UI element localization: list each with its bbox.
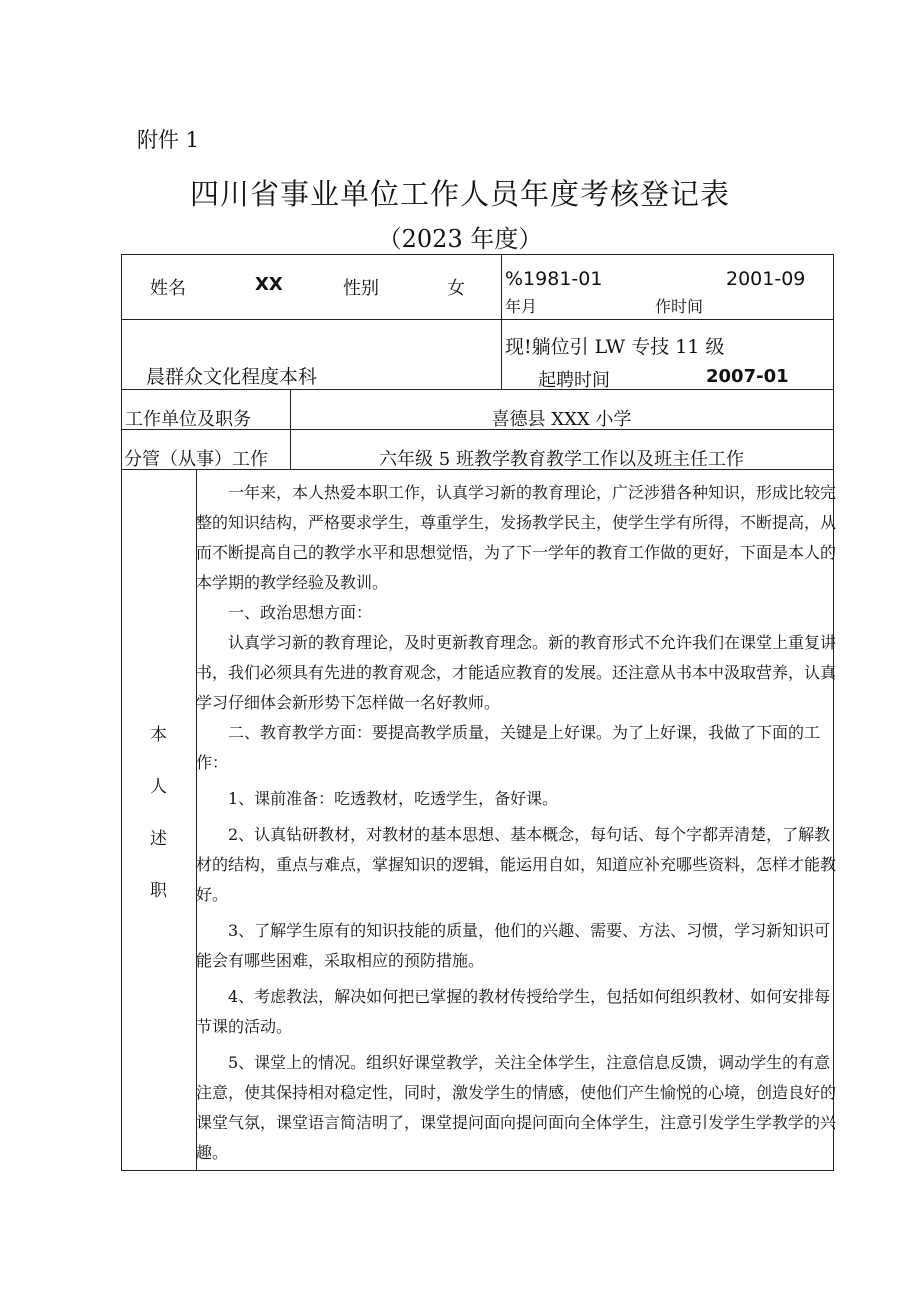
name-value: XX [255, 274, 283, 295]
duty-label: 分管（从事）工作 [124, 449, 268, 470]
gender-value: 女 [447, 278, 465, 299]
gender-label: 性别 [343, 278, 379, 299]
table-border-bottom [121, 1170, 834, 1171]
side-label-char: 人 [150, 777, 167, 797]
side-label-char: 述 [150, 829, 167, 849]
attachment-label: 附件 1 [137, 128, 200, 152]
duty-value: 六年级 5 班教学教育教学工作以及班主任工作 [379, 449, 744, 470]
hire-label: 起聘时间 [538, 370, 610, 391]
form-title: 四川省事业单位工作人员年度考核登记表 [189, 177, 730, 211]
birth-value: %1981-01 [505, 268, 603, 290]
statement-paragraph: 一年来，本人热爱本职工作，认真学习新的教育理论，广泛涉猎各种知识，形成比较完整的知识结构，严格要求学生，尊重学生，发扬教学民主，使学生学有所得，不断提高，从而不断提高自己的教学水平和思想觉悟，为了下一学年的教育工作做的更好，下面是本人的本学期的教学经验及教训。 [196, 483, 837, 592]
side-label-char: 本 [150, 725, 167, 745]
name-label: 姓名 [150, 278, 186, 299]
statement-paragraph: 认真学习新的教育理论，及时更新教育理念。新的教育形式不允许我们在课堂上重复讲书，我们必须具有先进的教育观念，才能适应教育的发展。还注意从书本中汲取营养，认真学习仔细体会新形势下怎样做一名好教师。 [196, 633, 837, 712]
row-divider [121, 389, 834, 390]
statement-paragraph: 一、政治思想方面： [228, 603, 373, 622]
unit-label: 工作单位及职务 [125, 409, 251, 430]
hire-value: 2007-01 [706, 366, 789, 387]
statement-paragraph: 5、课堂上的情况。组织好课堂教学，关注全体学生，注意信息反馈，调动学生的有意注意，使其保持相对稳定性，同时，激发学生的情感，使他们产生愉悦的心境，创造良好的课堂气氛，课堂语言简洁明了，课堂提问面向提问面向全体学生，注意引发学生学教学的兴趣。 [196, 1053, 837, 1162]
statement-paragraph: 1、课前准备：吃透教材，吃透学生，备好课。 [228, 789, 559, 808]
work-start-label: 作时间 [655, 297, 704, 316]
statement-paragraph: 2、认真钻研教材，对教材的基本思想、基本概念，每句话、每个字都弄清楚，了解教材的结构，重点与难点，掌握知识的逻辑，能运用自如，知道应补充哪些资料，怎样才能教好。 [196, 825, 837, 904]
table-border-left [121, 254, 122, 1171]
row-divider [121, 319, 834, 320]
position-text: 现!躺位引 LW 专技 11 级 [505, 336, 725, 358]
work-start-value: 2001-09 [726, 268, 806, 290]
table-border-top [121, 254, 834, 255]
statement-paragraph: 3、了解学生原有的知识技能的质量，他们的兴趣、需要、方法、习惯，学习新知识可能会有哪些困难，采取相应的预防措施。 [196, 921, 831, 970]
birth-label: 年月 [505, 297, 538, 316]
statement-body [196, 478, 836, 1168]
col-divider [501, 254, 502, 389]
education-text: 晨群众文化程度本科 [146, 366, 318, 388]
statement-paragraph: 二、教育教学方面：要提高教学质量，关键是上好课。为了上好课，我做了下面的工作： [196, 723, 821, 772]
unit-value: 喜德县 XXX 小学 [491, 409, 632, 430]
side-label-char: 职 [150, 881, 167, 901]
form-year: （2023 年度） [377, 225, 543, 253]
statement-paragraph: 4、考虑教法，解决如何把已掌握的教材传授给学生，包括如何组织教材、如何安排每节课的活动。 [196, 987, 831, 1036]
